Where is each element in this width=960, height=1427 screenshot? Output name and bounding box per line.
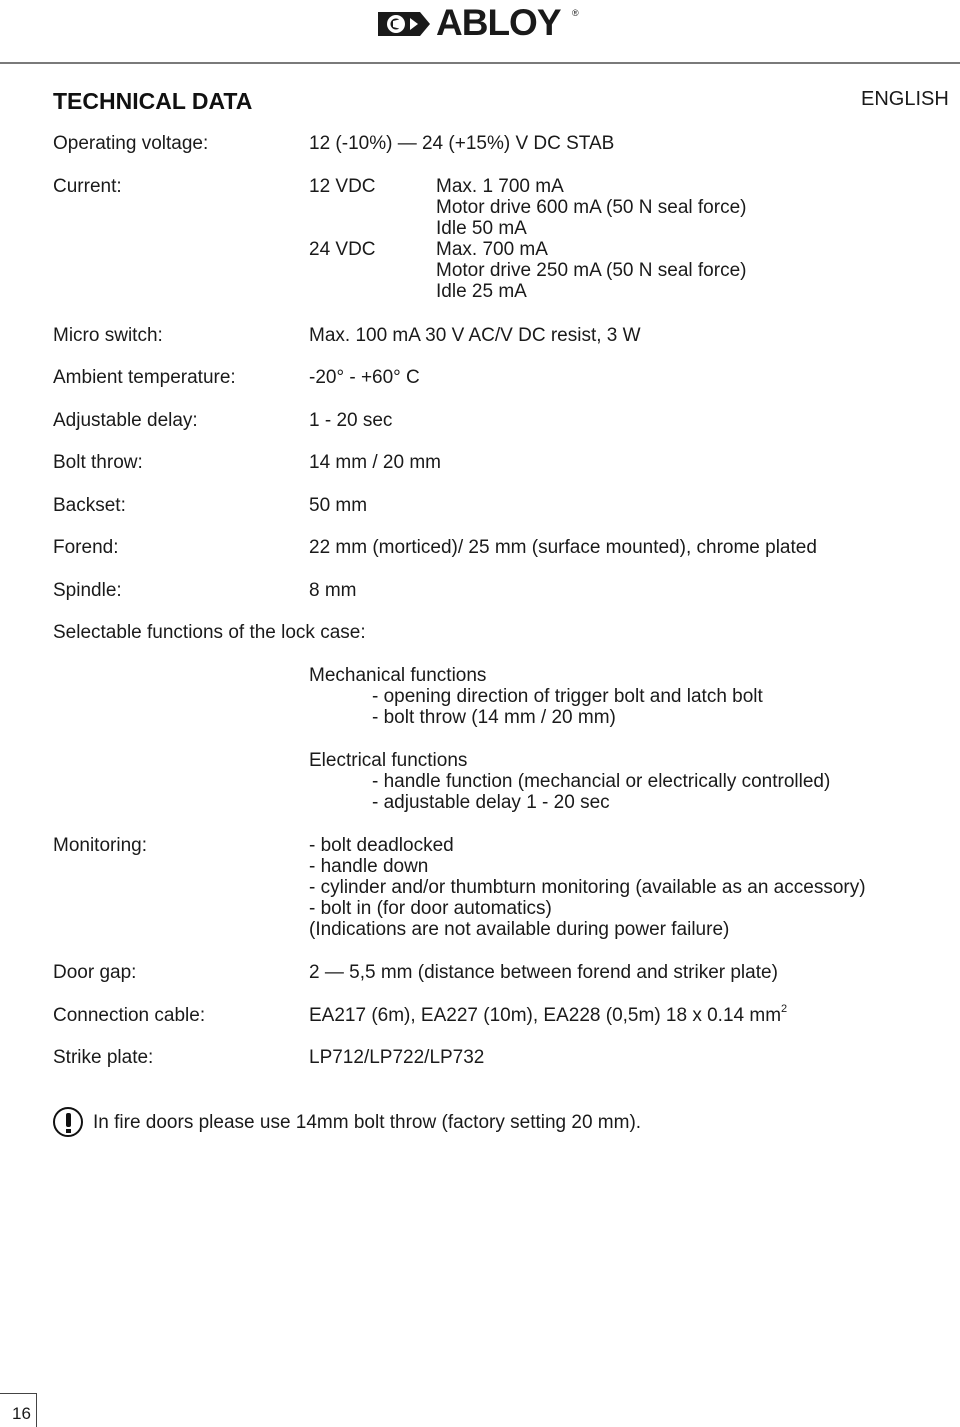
strike-plate-value: LP712/LP722/LP732 [309,1047,485,1068]
list-item: (Indications are not available during power failure) [309,919,730,940]
current-12vdc-line: Idle 50 mA [436,218,527,239]
current-24vdc-line: Motor drive 250 mA (50 N seal force) [436,260,747,281]
ambient-temperature-value: -20° - +60° C [309,367,420,388]
brand-name: ABLOY [436,2,561,43]
list-item: - cylinder and/or thumbturn monitoring (available as an accessory) [309,877,866,898]
list-item: - bolt in (for door automatics) [309,898,552,919]
current-12vdc: 12 VDC [309,176,376,197]
micro-switch-label: Micro switch: [53,325,163,346]
current-12vdc-details [436,176,746,239]
selectable-functions-label: Selectable functions of the lock case: [53,622,366,643]
exclamation-icon [53,1107,83,1137]
forend-label: Forend: [53,537,119,558]
operating-voltage-label: Operating voltage: [53,133,209,154]
forend-value: 22 mm (morticed)/ 25 mm (surface mounted), chrome plated [309,537,817,558]
micro-switch-value: Max. 100 mA 30 V AC/V DC resist, 3 W [309,325,641,346]
current-24vdc-details [436,239,746,302]
registered-mark: ® [572,8,579,18]
list-item: - handle function (mechancial or electrically controlled) [372,771,831,792]
operating-voltage-value: 12 (-10%) — 24 (+15%) V DC STAB [309,133,615,154]
fire-door-notice: In fire doors please use 14mm bolt throw (factory setting 20 mm). [93,1112,642,1133]
mechanical-functions-title: Mechanical functions [309,665,487,686]
current-12vdc-line: Max. 1 700 mA [436,176,564,197]
list-item: - bolt throw (14 mm / 20 mm) [372,707,616,728]
list-item: - adjustable delay 1 - 20 sec [372,792,610,813]
spindle-label: Spindle: [53,580,122,601]
mechanical-functions-list [372,686,763,728]
strike-plate-label: Strike plate: [53,1047,154,1068]
electrical-functions-list [372,771,830,813]
list-item: - opening direction of trigger bolt and latch bolt [372,686,763,707]
brand-logo [376,4,584,44]
page-title: TECHNICAL DATA [53,88,253,114]
backset-value: 50 mm [309,495,368,516]
page-number: 16 [12,1404,31,1423]
bolt-throw-label: Bolt throw: [53,452,143,473]
current-12vdc-line: Motor drive 600 mA (50 N seal force) [436,197,747,218]
door-gap-label: Door gap: [53,962,137,983]
adjustable-delay-value: 1 - 20 sec [309,410,393,431]
ambient-temperature-label: Ambient temperature: [53,367,236,388]
connection-cable-text: EA217 (6m), EA227 (10m), EA228 (0,5m) 18 x 0.14 mm [309,1005,782,1026]
door-gap-value: 2 — 5,5 mm (distance between forend and striker plate) [309,962,778,983]
list-item: - handle down [309,856,429,877]
header-divider [0,62,960,64]
list-item: - bolt deadlocked [309,835,454,856]
backset-label: Backset: [53,495,126,516]
electrical-functions-title: Electrical functions [309,750,468,771]
current-24vdc-line: Idle 25 mA [436,281,527,302]
current-label: Current: [53,176,122,197]
bolt-throw-value: 14 mm / 20 mm [309,452,441,473]
monitoring-list [309,835,866,940]
current-24vdc: 24 VDC [309,239,376,260]
current-24vdc-line: Max. 700 mA [436,239,548,260]
squared-superscript: 2 [781,1003,788,1015]
connection-cable-value [309,1005,787,1027]
language-label: ENGLISH [861,88,949,110]
connection-cable-label: Connection cable: [53,1005,206,1026]
adjustable-delay-label: Adjustable delay: [53,410,198,431]
abloy-key-logo-icon [376,8,432,40]
spindle-value: 8 mm [309,580,357,601]
monitoring-label: Monitoring: [53,835,147,856]
